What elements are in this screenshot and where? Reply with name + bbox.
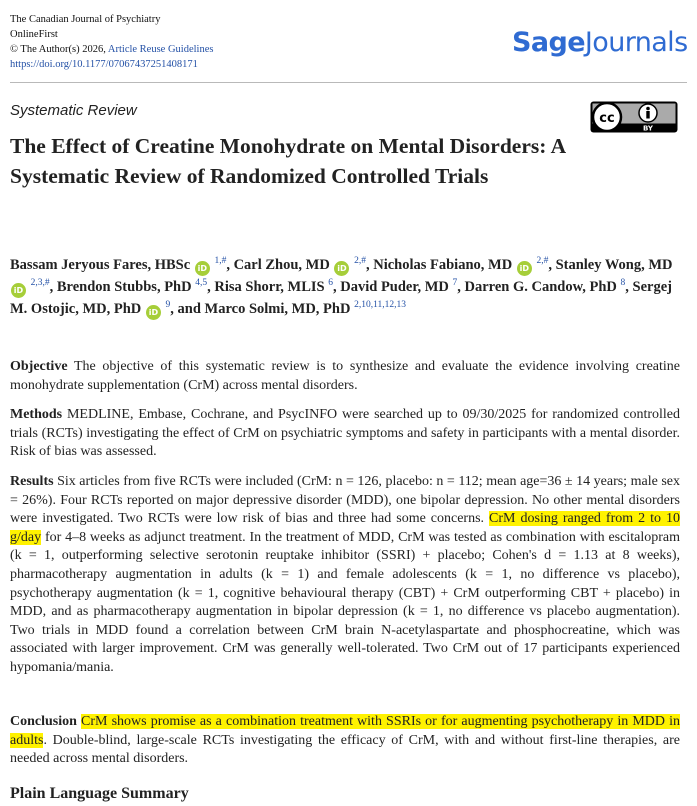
author-name[interactable]: Carl Zhou, MD	[233, 257, 330, 273]
author-entry	[178, 301, 406, 317]
author-name[interactable]: Stanley Wong, MD	[555, 257, 673, 273]
methods-heading: Methods	[10, 407, 63, 422]
author-affiliation[interactable]: 7	[452, 278, 458, 289]
author-entry: Carl Zhou, MD iD $^{2,\#}$,	[234, 257, 374, 273]
author-affiliation[interactable]: 8	[620, 278, 626, 289]
abstract-conclusion	[10, 713, 680, 769]
cc-text: cc	[599, 111, 615, 126]
methods-text: MEDLINE, Embase, Cochrane, and PsycINFO were searched up to 09/30/2025 for randomized controlled trials (RCTs) investigating the effect of CrM on psychiatric symptoms and safety in participants with a mental disorder. Risk of bias was assessed.	[10, 407, 680, 460]
orcid-icon[interactable]: iD	[11, 283, 26, 298]
copyright-line	[10, 42, 213, 57]
author-name[interactable]: and Marco Solmi, MD, PhD	[177, 301, 351, 317]
logo-sage: Sage	[512, 27, 585, 58]
author-affiliation[interactable]: 2,#	[536, 256, 549, 267]
journal-name: The Canadian Journal of Psychiatry	[10, 14, 161, 25]
author-entry: Bassam Jeryous Fares, HBSc iD $^{1,\#}$,	[10, 257, 234, 273]
author-entry: Nicholas Fabiano, MD iD $^{2,\#}$,	[373, 257, 555, 273]
results-heading: Results	[10, 474, 54, 489]
conclusion-highlight: CrM shows promise as a combination treatment with SSRIs or for augmenting psychotherapy in MDD in adults	[10, 714, 680, 748]
article-title: The Effect of Creatine Monohydrate on Mental Disorders: A Systematic Review of Randomized Controlled Trials	[10, 134, 565, 188]
author-entry: David Puder, MD $^7$,	[340, 278, 465, 295]
abstract-methods	[10, 406, 680, 462]
results-text-after: for 4–8 weeks as adjunct treatment. In the treatment of MDD, CrM was tested as combination with escitalopram (k = 1, outperforming selective serotonin reuptake inhibitor (SSRI) + placebo; Cohen's d = 1.13 at 8 weeks), pharmacotherapy augmentation in adults (k = 1) and female adolescents (k = 1, no difference vs placebo), psychotherapy augmentation (k = 1, cognitive behavioural therapy (CBT) + CrM outperforming CBT + placebo) in MDD, and as pharmacotherapy augmentation in bipolar depression (k = 1, no difference vs placebo augmentation). Two trials in MDD found a correlation between CrM brain N-acetylaspartate and phosphocreatine, which was associated with larger improvement. CrM was generally well-tolerated. Two CrM out of 17 participants experienced hypomania/mania.	[10, 529, 680, 675]
author-affiliation[interactable]: 2,3,#	[30, 278, 50, 289]
author-entry: Sergej M. Ostojic, MD, PhD iD $^9$,	[10, 279, 672, 317]
orcid-icon[interactable]: iD	[146, 305, 161, 320]
logo-journals: Journals	[584, 27, 688, 58]
next-section-heading: Plain Language Summary	[10, 785, 189, 802]
publication-status: OnlineFirst	[10, 29, 58, 40]
journal-header	[10, 12, 213, 72]
author-affiliation[interactable]: 9	[165, 300, 171, 311]
results-text-before: Six articles from five RCTs were included (CrM: n = 126, placebo: n = 112; mean age=36 ± 14 years; male sex = 26%). Four RCTs reported on major depressive disorder (MDD), one bipolar depression. No other mental disorders were investigated. Two RCTs were low risk of bias and three had some concerns.	[10, 474, 680, 527]
orcid-icon[interactable]: iD	[195, 261, 210, 276]
objective-text: The objective of this systematic review is to synthesize and evaluate the evidence involving creatine monohydrate supplementation (CrM) across mental disorders.	[10, 359, 680, 393]
author-list	[10, 254, 680, 320]
author-name[interactable]: Brendon Stubbs, PhD	[56, 279, 192, 295]
by-text: BY	[642, 124, 654, 133]
author-name[interactable]: Nicholas Fabiano, MD	[373, 257, 513, 273]
author-name[interactable]: David Puder, MD	[340, 279, 449, 295]
author-affiliation[interactable]: 2,10,11,12,13	[354, 300, 406, 311]
orcid-icon[interactable]: iD	[334, 261, 349, 276]
copyright-text: © The Author(s) 2026,	[10, 44, 106, 55]
doi-link[interactable]: https://doi.org/10.1177/07067437251408171	[10, 59, 198, 70]
reuse-guidelines-link[interactable]: Article Reuse Guidelines	[107, 44, 214, 55]
sage-journals-logo[interactable]	[512, 27, 688, 58]
author-entry: Darren G. Candow, PhD $^8$,	[464, 278, 633, 295]
article-type: Systematic Review	[10, 102, 137, 119]
abstract-results	[10, 473, 680, 678]
author-name[interactable]: Bassam Jeryous Fares, HBSc	[10, 257, 191, 273]
author-name[interactable]: Darren G. Candow, PhD	[464, 279, 617, 295]
orcid-icon[interactable]: iD	[517, 261, 532, 276]
author-affiliation[interactable]: 4,5	[195, 278, 208, 289]
results-highlight: CrM dosing ranged from 2 to 10 g/day	[10, 511, 680, 545]
author-name[interactable]: Risa Shorr, MLIS	[214, 279, 325, 295]
author-entry: Stanley Wong, MD iD $^{2,3,\#}$,	[10, 257, 673, 295]
author-affiliation[interactable]: 6	[328, 278, 333, 289]
header-divider	[10, 82, 687, 83]
author-affiliation[interactable]: 2,#	[354, 256, 366, 267]
author-name[interactable]: Sergej M. Ostojic, MD, PhD	[10, 279, 672, 317]
objective-heading: Objective	[10, 359, 68, 374]
author-entry: Brendon Stubbs, PhD $^{4,5}$,	[56, 278, 215, 295]
conclusion-text-after: . Double-blind, large-scale RCTs investigating the efficacy of CrM, with and without first-line therapies, are needed across mental disorders.	[10, 732, 680, 767]
abstract-objective	[10, 358, 680, 395]
conclusion-heading: Conclusion	[10, 714, 77, 729]
author-affiliation[interactable]: 1,#	[214, 256, 227, 267]
author-entry: Risa Shorr, MLIS $^6$,	[214, 278, 341, 295]
